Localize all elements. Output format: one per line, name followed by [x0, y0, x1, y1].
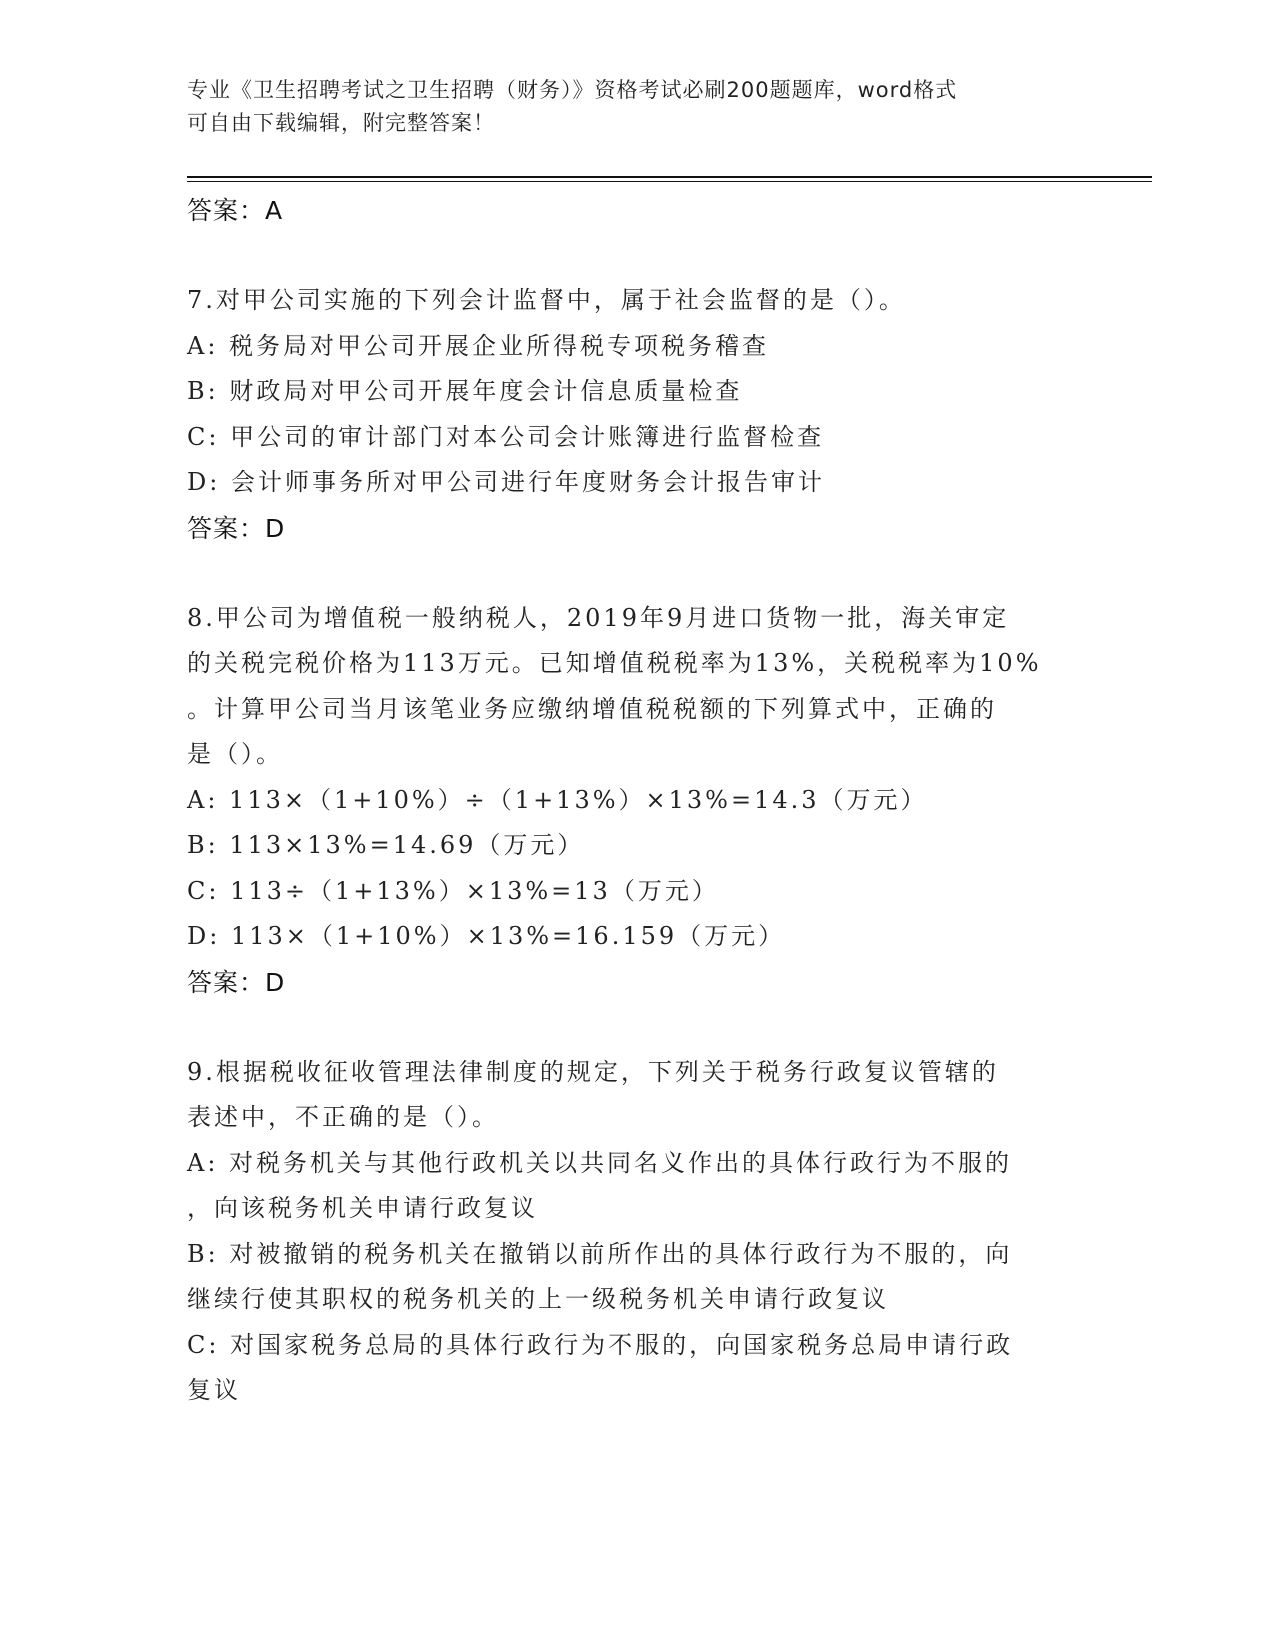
question-7-option-d: D: 会计师事务所对甲公司进行年度财务会计报告审计 [187, 468, 825, 496]
question-7 [187, 278, 1087, 552]
page-header [187, 74, 1067, 140]
question-9-option-b: B: 对被撤销的税务机关在撤销以前所作出的具体行政行为不服的，向 [187, 1239, 1013, 1268]
question-8 [187, 596, 1087, 1006]
question-7-answer: 答案：D [187, 513, 286, 543]
spacer [187, 234, 1087, 278]
question-9-text-line: 9.根据税收征收管理法律制度的规定，下列关于税务行政复议管辖的 [187, 1057, 999, 1086]
question-8-text-line: 8.甲公司为增值税一般纳税人，2019年9月进口货物一批，海关审定 [187, 603, 1010, 632]
question-7-option-a: A: 税务局对甲公司开展企业所得税专项税务稽查 [187, 331, 770, 360]
question-9-option-b-cont: 继续行使其职权的税务机关的上一级税务机关申请行政复议 [187, 1285, 889, 1313]
question-7-option-c: C: 甲公司的审计部门对本公司会计账簿进行监督检查 [187, 422, 825, 451]
question-9 [187, 1050, 1087, 1414]
previous-answer: 答案：A [187, 196, 284, 225]
document-body [187, 188, 1087, 1414]
question-8-option-d: D: 113×（1+10%）×13%=16.159（万元） [187, 922, 786, 950]
header-line-1: 专业《卫生招聘考试之卫生招聘（财务）》资格考试必刷200题题库，word格式 [187, 78, 958, 102]
question-8-answer: 答案：D [187, 967, 286, 997]
question-7-text: 7.对甲公司实施的下列会计监督中，属于社会监督的是（）。 [187, 286, 906, 314]
question-9-option-a-cont: ，向该税务机关申请行政复议 [187, 1194, 538, 1222]
question-9-option-a: A: 对税务机关与其他行政机关以共同名义作出的具体行政行为不服的 [187, 1148, 1013, 1177]
spacer [187, 1006, 1087, 1050]
question-8-text-line: 是（）。 [187, 740, 283, 768]
question-8-option-b: B: 113×13%=14.69（万元） [187, 831, 585, 859]
question-8-option-a: A: 113×（1+10%）÷（1+13%）×13%=14.3（万元） [187, 785, 928, 814]
header-line-2: 可自由下载编辑，附完整答案！ [187, 111, 495, 135]
question-8-text-line: 的关税完税价格为113万元。已知增值税税率为13%，关税税率为10% [187, 649, 1042, 677]
spacer [187, 552, 1087, 596]
header-divider-thin [187, 181, 1152, 182]
question-9-option-c-cont: 复议 [187, 1376, 241, 1404]
question-8-option-c: C: 113÷（1+13%）×13%=13（万元） [187, 876, 719, 905]
question-9-option-c: C: 对国家税务总局的具体行政行为不服的，向国家税务总局申请行政 [187, 1330, 1014, 1359]
question-8-text-line: 。计算甲公司当月该笔业务应缴纳增值税税额的下列算式中，正确的 [187, 694, 997, 723]
question-7-option-b: B: 财政局对甲公司开展年度会计信息质量检查 [187, 377, 743, 405]
header-divider-thick [187, 176, 1152, 178]
question-9-text-line: 表述中，不正确的是（）。 [187, 1103, 499, 1131]
